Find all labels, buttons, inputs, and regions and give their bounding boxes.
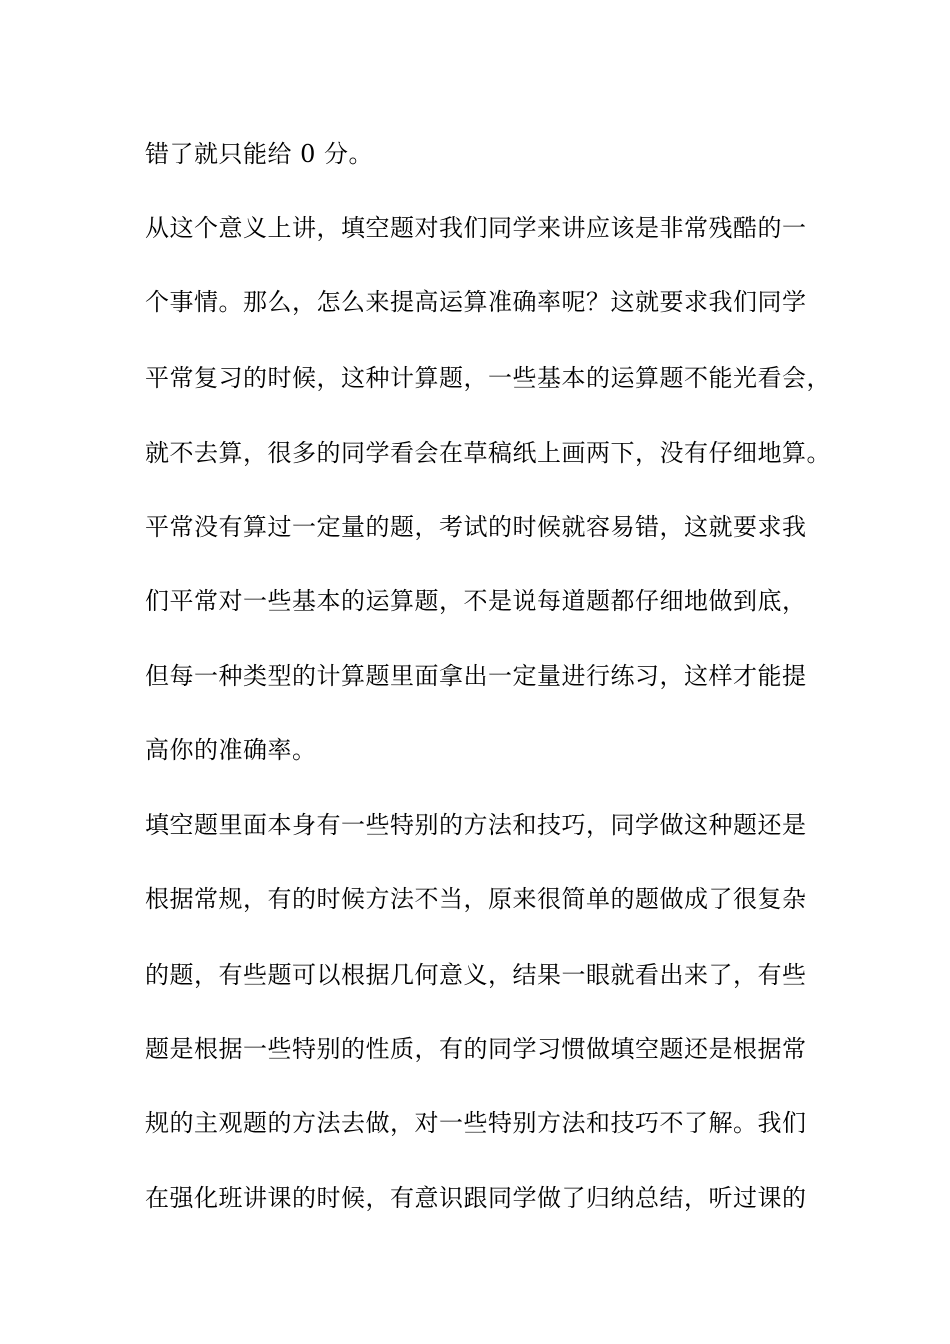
text-line: 们平常对一些基本的运算题，不是说每道题都仔细地做到底，	[145, 587, 807, 615]
text-line: 但每一种类型的计算题里面拿出一定量进行练习，这样才能提	[145, 662, 807, 690]
text-line: 规的主观题的方法去做，对一些特别方法和技巧不了解。我们	[145, 1109, 807, 1137]
text-line: 高你的准确率。	[145, 736, 317, 764]
text-line: 平常没有算过一定量的题，考试的时候就容易错，这就要求我	[145, 513, 807, 541]
text-line: 根据常规，有的时候方法不当，原来很简单的题做成了很复杂	[145, 885, 807, 913]
text-line: 在强化班讲课的时候，有意识跟同学做了归纳总结，听过课的	[145, 1184, 807, 1212]
text-line: 从这个意义上讲，填空题对我们同学来讲应该是非常残酷的一	[145, 214, 807, 242]
text-line: 填空题里面本身有一些特别的方法和技巧，同学做这种题还是	[145, 811, 807, 839]
text-line: 错了就只能给 0 分。	[145, 140, 374, 168]
text-line: 题是根据一些特别的性质，有的同学习惯做填空题还是根据常	[145, 1035, 807, 1063]
text-line: 平常复习的时候，这种计算题，一些基本的运算题不能光看会，	[145, 364, 831, 392]
text-line: 的题，有些题可以根据几何意义，结果一眼就看出来了，有些	[145, 961, 807, 989]
text-line: 个事情。那么，怎么来提高运算准确率呢？这就要求我们同学	[145, 288, 807, 316]
text-line: 就不去算，很多的同学看会在草稿纸上画两下，没有仔细地算。	[145, 439, 831, 467]
